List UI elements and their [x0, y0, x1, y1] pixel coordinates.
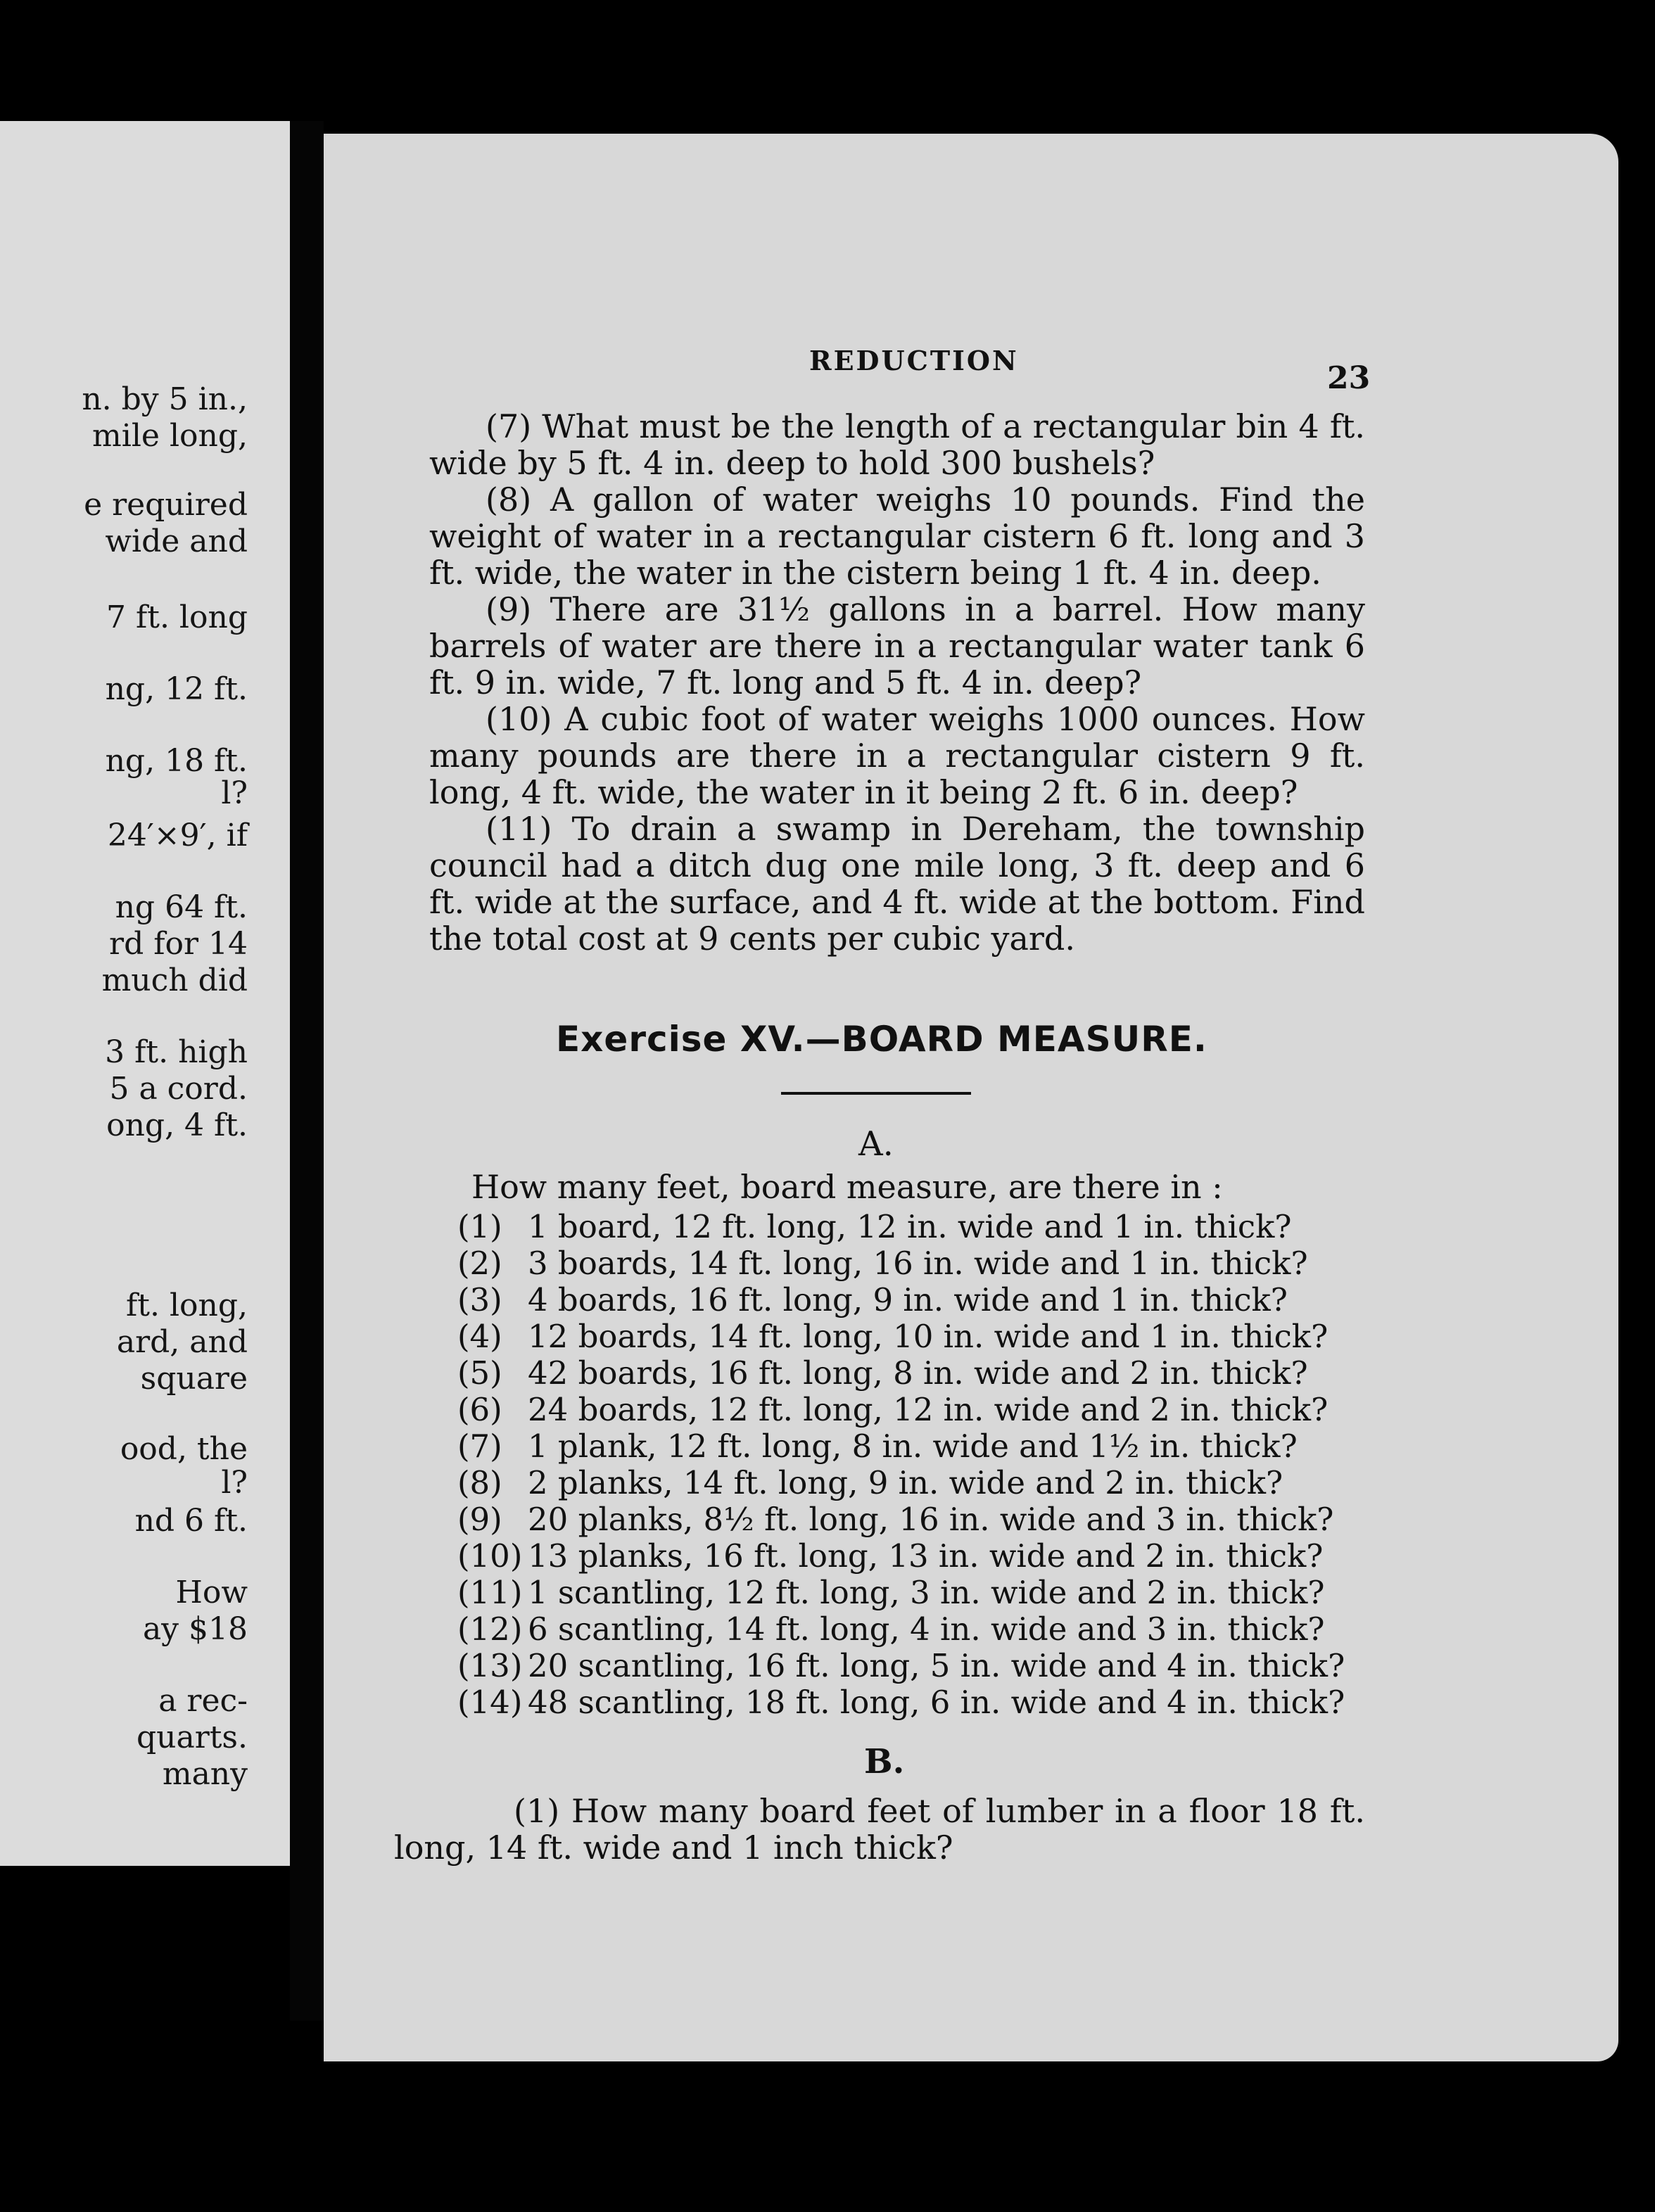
- left-text-fragment: ng 64 ft.: [115, 889, 248, 925]
- left-text-fragment: many: [162, 1756, 248, 1792]
- title-rule: [781, 1092, 971, 1095]
- list-item: [457, 1209, 1372, 1245]
- left-text-fragment: rd for 14: [109, 926, 248, 962]
- left-text-fragment: 7 ft. long: [106, 599, 248, 635]
- left-text-fragment: l?: [221, 775, 248, 811]
- left-text-fragment: ng, 18 ft.: [105, 743, 248, 779]
- problem-number: (5): [457, 1354, 502, 1392]
- list-item: [457, 1648, 1372, 1684]
- problem-paragraph: (9) There are 31½ gallons in a barrel. How many barrels of water are there in a rectangular water tank 6 ft. 9 in. wide, 7 ft. long and 5 ft. 4 in. deep?: [429, 590, 1365, 701]
- section-a-heading: A.: [858, 1124, 894, 1164]
- left-text-fragment: n. by 5 in.,: [82, 381, 248, 417]
- section-b-heading: B.: [864, 1742, 905, 1781]
- list-item: [457, 1282, 1372, 1318]
- problem-text: 13 planks, 16 ft. long, 13 in. wide and 2 in. thick?: [528, 1537, 1324, 1575]
- left-text-fragment: e required: [84, 487, 248, 523]
- left-page-fragment: [0, 121, 290, 1866]
- left-text-fragment: wide and: [105, 523, 248, 559]
- list-item: [457, 1501, 1372, 1538]
- left-text-fragment: ard, and: [116, 1324, 248, 1360]
- problem-number: (8): [457, 1464, 502, 1501]
- left-text-fragment: ood, the: [120, 1431, 248, 1467]
- list-item: [457, 1245, 1372, 1282]
- problem-paragraph: (8) A gallon of water weighs 10 pounds. Find the weight of water in a rectangular cistern 6 ft. long and 3 ft. wide, the water in the cistern being 1 ft. 4 in. deep.: [429, 481, 1365, 592]
- left-text-fragment: l?: [221, 1465, 248, 1501]
- problem-text: 48 scantling, 18 ft. long, 6 in. wide and 4 in. thick?: [528, 1684, 1345, 1721]
- problem-number: (11): [457, 1574, 523, 1611]
- left-text-fragment: mile long,: [92, 418, 248, 454]
- problem-text: 1 scantling, 12 ft. long, 3 in. wide and 2 in. thick?: [528, 1574, 1325, 1611]
- problem-text: 20 scantling, 16 ft. long, 5 in. wide and 4 in. thick?: [528, 1647, 1345, 1684]
- problem-text: 20 planks, 8½ ft. long, 16 in. wide and 3 in. thick?: [528, 1501, 1334, 1538]
- problem-text: 6 scantling, 14 ft. long, 4 in. wide and 3 in. thick?: [528, 1610, 1325, 1648]
- page-number: 23: [1327, 360, 1371, 396]
- problem-paragraph: (1) How many board feet of lumber in a floor 18 ft. long, 14 ft. wide and 1 inch thick?: [394, 1792, 1365, 1867]
- problem-number: (12): [457, 1610, 523, 1648]
- problem-text: 2 planks, 14 ft. long, 9 in. wide and 2 in. thick?: [528, 1464, 1283, 1501]
- problem-text: 1 board, 12 ft. long, 12 in. wide and 1 in. thick?: [528, 1208, 1292, 1245]
- left-text-fragment: ay $18: [142, 1611, 248, 1647]
- problem-number: (1): [457, 1208, 502, 1245]
- list-item: [457, 1611, 1372, 1648]
- problem-text: 24 boards, 12 ft. long, 12 in. wide and 2 in. thick?: [528, 1391, 1329, 1428]
- book-page: [324, 134, 1618, 2061]
- problem-number: (2): [457, 1245, 502, 1282]
- problem-number: (10): [457, 1537, 523, 1575]
- problem-number: (4): [457, 1318, 502, 1355]
- problem-paragraph: (11) To drain a swamp in Dereham, the township council had a ditch dug one mile long, 3 ft. deep and 6 ft. wide at the surface, and 4 ft. wide at the bottom. Find the total cost at 9 cents per cubic yard.: [429, 810, 1365, 958]
- left-text-fragment: much did: [101, 962, 248, 998]
- list-item: [457, 1428, 1372, 1465]
- list-item: [457, 1575, 1372, 1611]
- running-head: REDUCTION: [809, 345, 1019, 376]
- exercise-intro: How many feet, board measure, are there in :: [471, 1168, 1223, 1206]
- list-item: [457, 1318, 1372, 1355]
- problem-text: 42 boards, 16 ft. long, 8 in. wide and 2 in. thick?: [528, 1354, 1308, 1392]
- left-text-fragment: quarts.: [136, 1720, 248, 1755]
- left-text-fragment: 3 ft. high: [105, 1034, 248, 1070]
- left-text-fragment: 24′×9′, if: [107, 818, 248, 853]
- problem-number: (6): [457, 1391, 502, 1428]
- left-text-fragment: 5 a cord.: [109, 1071, 248, 1107]
- problem-text: 12 boards, 14 ft. long, 10 in. wide and 1 in. thick?: [528, 1318, 1329, 1355]
- list-item: [457, 1684, 1372, 1721]
- book-gutter: [290, 121, 324, 2021]
- left-text-fragment: How: [175, 1575, 248, 1610]
- problem-paragraph: (10) A cubic foot of water weighs 1000 ounces. How many pounds are there in a rectangular cistern 9 ft. long, 4 ft. wide, the water in it being 2 ft. 6 in. deep?: [429, 700, 1365, 811]
- problem-text: 3 boards, 14 ft. long, 16 in. wide and 1 in. thick?: [528, 1245, 1308, 1282]
- problem-paragraphs: [429, 408, 1365, 957]
- section-b-paragraph: [394, 1793, 1365, 1866]
- board-measure-problems: [457, 1209, 1372, 1721]
- left-text-fragment: ng, 12 ft.: [105, 671, 248, 707]
- left-text-fragment: nd 6 ft.: [134, 1503, 248, 1539]
- problem-number: (3): [457, 1281, 502, 1318]
- problem-text: 1 plank, 12 ft. long, 8 in. wide and 1½ in. thick?: [528, 1428, 1298, 1465]
- problem-text: 4 boards, 16 ft. long, 9 in. wide and 1 in. thick?: [528, 1281, 1288, 1318]
- problem-number: (9): [457, 1501, 502, 1538]
- exercise-title: Exercise XV.—BOARD MEASURE.: [556, 1019, 1207, 1060]
- list-item: [457, 1392, 1372, 1428]
- list-item: [457, 1538, 1372, 1575]
- list-item: [457, 1465, 1372, 1501]
- problem-number: (14): [457, 1684, 523, 1721]
- left-text-fragment: square: [140, 1361, 248, 1397]
- problem-number: (7): [457, 1428, 502, 1465]
- left-text-fragment: ong, 4 ft.: [106, 1107, 248, 1143]
- left-text-fragment: ft. long,: [126, 1288, 248, 1323]
- problem-number: (13): [457, 1647, 523, 1684]
- list-item: [457, 1355, 1372, 1392]
- problem-paragraph: (7) What must be the length of a rectangular bin 4 ft. wide by 5 ft. 4 in. deep to hold 300 bushels?: [429, 407, 1365, 482]
- left-text-fragment: a rec-: [158, 1683, 248, 1719]
